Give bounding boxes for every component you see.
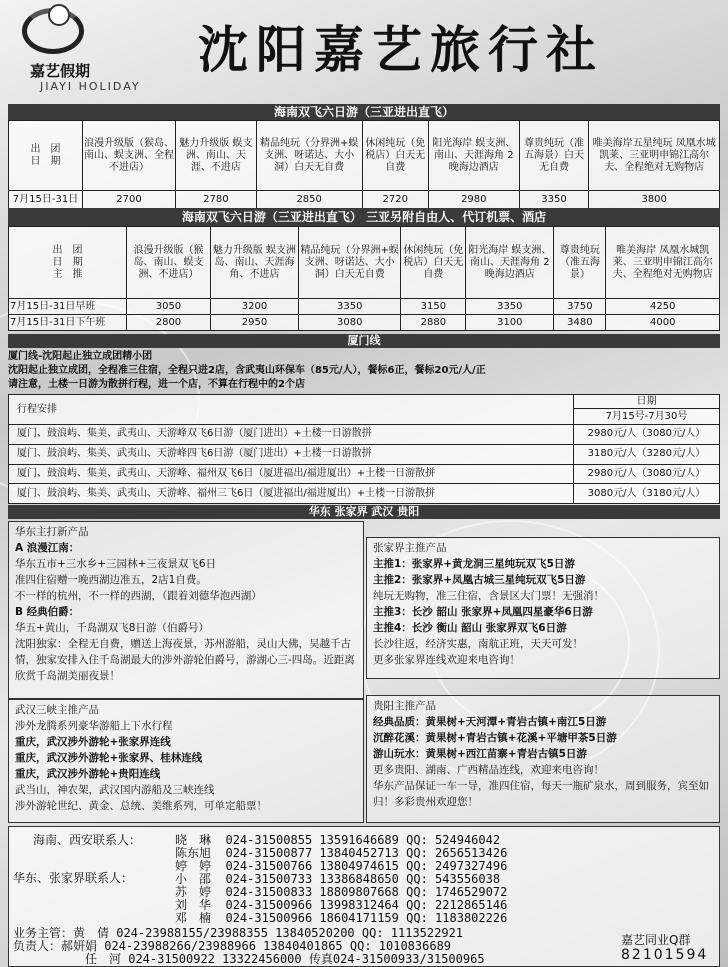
hainan2-col: 浪漫升级版（猴岛、南山、蜈支洲、不进店） [127, 227, 211, 299]
page-title: 沈阳嘉艺旅行社 [198, 20, 604, 79]
text-line: 纯玩无购物，准三住宿，含景区大门票！无强消！ [373, 590, 604, 602]
text-line: 主推3：长沙 韶山 张家界+凤凰四星豪华6日游 [373, 606, 593, 618]
responsible-info: 郝妍娟 024-23988266/23988966 13840401865 QQ: 1010836689 [61, 939, 452, 953]
price-cell: 3100 [466, 315, 554, 331]
hainan1-col: 魅力升级版 蜈支洲、南山、天涯、不进店 [176, 121, 257, 191]
qq-group-label: 嘉艺同业Q群 [621, 933, 691, 947]
text-line: 更多贵阳、湖南、广西精品连线，欢迎来电咨询！ [373, 764, 604, 776]
price-cell: 4250 [606, 299, 720, 315]
hainan1-table [8, 120, 720, 209]
contact-tel: 024-31500877 [225, 846, 313, 860]
guiyang-panel [366, 695, 720, 823]
price-cell: 3800 [589, 191, 720, 209]
text-line: 重庆，武汉涉外游轮+贵阳连线 [15, 768, 161, 780]
price-cell: 3080 [299, 315, 401, 331]
contact-mobile: 13998312464 [319, 898, 399, 912]
price-cell: 3480 [554, 315, 606, 331]
text-line: 更多张家界连线欢迎来电咨询！ [373, 654, 520, 666]
hainan1-row-label: 7月15日-31日 [9, 191, 83, 209]
panel-title: 武汉三峡主推产品 [15, 704, 99, 716]
contact-qq: 2497327496 [435, 859, 508, 873]
xiamen-intro [8, 350, 720, 392]
contact-tel: 024-31500855 [225, 833, 313, 847]
hainan1-head: 出 团 日 期 [9, 121, 83, 191]
contact-name: 苏 婷 [175, 885, 212, 899]
price-cell: 3150 [401, 299, 466, 315]
contact-qq: 2656513426 [435, 846, 508, 860]
text-line: 主推2：张家界+凤凰古城三星纯玩双飞5日游 [373, 574, 586, 586]
price-cell: 4000 [606, 315, 720, 331]
price-cell: 3200 [210, 299, 298, 315]
price-cell: 3350 [519, 191, 589, 209]
text-line: 沈阳独家：全程无自费，赠送上海夜景，苏州游船，灵山大佛，吴越千古情，独家安排入住千岛湖最大的涉外游轮伯爵号，游湖心三-四岛。近距离欣赏千岛湖美丽夜景！ [15, 638, 355, 682]
price-cell: 3180元/人（3280元/人） [574, 444, 720, 464]
contact-qq: 1183802226 [435, 911, 508, 925]
east-bar: 华东 张家界 武汉 贵阳 [8, 505, 720, 519]
hainan2-col: 阳光海岸 蜈支洲、南山、天涯海角 2晚海边酒店 [466, 227, 554, 299]
contact-tel: 024-31500766 [225, 859, 313, 873]
contact-mobile: 13386848650 [319, 872, 399, 886]
hainan2-col: 唯美海岸 凤凰水城凯莱、三亚明申锦江高尔夫、全程绝对无购物店 [606, 227, 720, 299]
logo-english: JIAYI HOLIDAY [40, 80, 141, 93]
contact-qq: 543556038 [435, 872, 501, 886]
wuhan-panel [8, 699, 364, 823]
hainan2-table [8, 226, 720, 331]
hainan2-bar: 海南双飞六日游（三亚进出直飞） 三亚另附自由人、代订机票、酒店 [8, 208, 720, 226]
text-line: 主推4：长沙 衡山 韶山 张家界双飞6日游 [373, 622, 567, 634]
qq-label: QQ: [406, 898, 428, 912]
hainan1-col: 尊贵纯玩（准五海景）白天无自费 [519, 121, 589, 191]
xiamen-head-right: 7月15号-7月30号 [574, 409, 720, 425]
hainan2-col: 精品纯玩（分界洲+蜈支洲、呀诺达、大小洞）白天无自费 [299, 227, 401, 299]
zjj-panel [366, 537, 720, 679]
price-cell: 3750 [554, 299, 606, 315]
qq-label: QQ: [406, 859, 428, 873]
text-line: 华东五市+三水乡+三园林+三夜景双飞6日 [15, 558, 217, 570]
price-cell: 3350 [299, 299, 401, 315]
qq-label: QQ: [406, 911, 428, 925]
text-line: 华五+黄山，千岛湖双飞8日游（伯爵号） [15, 622, 209, 634]
manager-info: 黄 倩 024-23988155/23988355 13840520200 QQ: 1113522921 [73, 926, 464, 940]
contacts-box [8, 826, 720, 967]
contact-tel: 024-31500966 [225, 911, 313, 925]
contact-name: 晓 琳 [175, 833, 212, 847]
responsible-row: 任 河 024-31500922 13322456000 传真024-31500933/31500965 [85, 952, 485, 966]
xiamen-head-right-top: 日期 [574, 395, 720, 409]
price-cell: 2950 [210, 315, 298, 331]
panel-title: 华东主打新产品 [15, 526, 89, 538]
price-cell: 2980 [429, 191, 520, 209]
hainan2-head: 出 团 日 期 主 推 [9, 227, 127, 299]
text-line: 重庆，武汉涉外游轮+张家界、桂林连线 [15, 752, 203, 764]
price-cell: 2980元/人（3080元/人） [574, 425, 720, 445]
xiamen-head-left: 行程安排 [9, 395, 574, 425]
contact-name: 陈东旭 [175, 846, 212, 860]
responsible-label: 负责人： [13, 939, 62, 953]
hainan2-row-label: 7月15日-31日下午班 [9, 315, 127, 331]
price-cell: 2980元/人（3080元/人） [574, 464, 720, 484]
hainan2-col: 休闲纯玩（免税店）白天无自费 [401, 227, 466, 299]
route-cell: 厦门、鼓浪屿、集美、武夷山、天游峰、福州双飞6日（厦进福出/福进厦出）+土楼一日游散拼 [9, 464, 574, 484]
price-cell: 2720 [362, 191, 428, 209]
contact-name: 邓 楠 [175, 911, 212, 925]
product-a-title: A 浪漫江南： [15, 542, 80, 554]
intro-line: 厦门线-沈阳起止独立成团精小团 [8, 351, 153, 362]
contact-name: 刘 华 [175, 898, 212, 912]
contact-name: 小 邵 [175, 872, 212, 886]
price-cell: 2850 [256, 191, 362, 209]
hainan1-col: 浪漫升级版（猴岛、南山、蜈支洲、全程不进店） [83, 121, 176, 191]
text-line: 沉醉花溪：黄果树+青岩古镇+花溪+平塘甲茶5日游 [373, 732, 617, 744]
price-cell: 3050 [127, 299, 211, 315]
product-b-title: B 经典伯爵： [15, 606, 80, 618]
text-line: 武当山，神农架，武汉国内游船及三峡连线 [15, 784, 215, 796]
contact-name: 婷 婷 [175, 859, 212, 873]
contact-label: 海南、西安联系人： [33, 833, 142, 847]
qq-label: QQ: [406, 833, 428, 847]
contact-qq: 2212865146 [435, 898, 508, 912]
text-line: 游山玩水：黄果树+西江苗寨+青岩古镇5日游 [373, 748, 587, 760]
price-cell: 2880 [401, 315, 466, 331]
contact-mobile: 13591646689 [319, 833, 399, 847]
text-line: 经典品质：黄果树+天河潭+青岩古镇+南江5日游 [373, 716, 607, 728]
route-cell: 厦门、鼓浪屿、集美、武夷山、天游峰四飞6日游（厦门进出）+土楼一日游散拼 [9, 444, 574, 464]
contact-mobile: 18604171159 [319, 911, 399, 925]
hainan1-col: 休闲纯玩（免税店）白天无自费 [362, 121, 428, 191]
qq-group-number: 82101594 [621, 947, 709, 963]
qq-label: QQ: [406, 872, 428, 886]
text-line: 不一样的杭州，不一样的西湖，（跟着刘德华泡西湖） [15, 590, 262, 602]
price-cell: 2700 [83, 191, 176, 209]
intro-line: 请注意，土楼一日游为散拼行程，进一个店，不算在行程中的2个店 [8, 379, 305, 390]
logo-text: 嘉艺假期 [30, 62, 91, 80]
manager-label: 业务主管： [13, 926, 74, 940]
intro-line: 沈阳起止独立成团，全程准三住宿，全程只进2店，含武夷山环保车（85元/人），餐标6正，餐标20元/人/正 [8, 365, 486, 376]
text-line: 涉外龙腾系列豪华游船上下水行程 [15, 720, 173, 732]
contact-tel: 024-31500833 [225, 885, 313, 899]
qq-label: QQ: [406, 885, 428, 899]
price-cell: 3080元/人（3180元/人） [574, 484, 720, 504]
contact-tel: 024-31500966 [225, 898, 313, 912]
hainan2-col: 尊贵纯玩（准五海景） [554, 227, 606, 299]
huadong-panel [8, 521, 364, 699]
contact-tel: 024-31500733 [225, 872, 313, 886]
xiamen-bar: 厦门线 [8, 334, 720, 348]
panel-title: 张家界主推产品 [373, 542, 447, 554]
xiamen-table [8, 394, 720, 504]
price-cell: 2800 [127, 315, 211, 331]
sun-icon [48, 4, 70, 26]
route-cell: 厦门、鼓浪屿、集美、武夷山、天游峰、福州三飞6日（厦进福出/福进厦出）+土楼一日游散拼 [9, 484, 574, 504]
contact-qq: 524946042 [435, 833, 501, 847]
text-line: 华东产品保证一车一导，准四住宿，每天一瓶矿泉水，周到服务，宾至如归！多彩贵州欢迎您！ [373, 780, 709, 808]
text-line: 准四住宿赠一晚西湖边准五，2店1自费。 [15, 574, 207, 586]
text-line: 主推1：张家界+黄龙洞三星纯玩双飞5日游 [373, 558, 575, 570]
contact-mobile: 13804974615 [319, 859, 399, 873]
contact-mobile: 18809807668 [319, 885, 399, 899]
price-cell: 2780 [176, 191, 257, 209]
hainan2-col: 魅力升级版 蜈支洲岛、南山、天涯海角、不进店 [210, 227, 298, 299]
text-line: 长沙往返，经济实惠，南航正班，天天可发！ [373, 638, 583, 650]
contact-mobile: 13840452713 [319, 846, 399, 860]
route-cell: 厦门、鼓浪屿、集美、武夷山、天游峰双飞6日游（厦门进出）+土楼一日游散拼 [9, 425, 574, 445]
hainan1-col: 唯美海岸五星纯玩 凤凰水城凯莱、三亚明申锦江高尔夫、全程绝对无购物店 [589, 121, 720, 191]
contact-qq: 1746529072 [435, 885, 508, 899]
hainan2-row-label: 7月15日-31日早班 [9, 299, 127, 315]
text-line: 重庆，武汉涉外游轮+张家界连线 [15, 736, 171, 748]
panel-title: 贵阳主推产品 [373, 700, 436, 712]
hainan1-bar: 海南双飞六日游（三亚进出直飞） [8, 104, 720, 120]
text-line: 涉外游轮世纪、黄金、总统、美维系列，可单定船票！ [15, 800, 267, 812]
contact-label: 华东、张家界联系人： [13, 871, 134, 885]
hainan1-col: 阳光海岸 蜈支洲、南山、天涯海角 2晚海边酒店 [429, 121, 520, 191]
price-cell: 3350 [466, 299, 554, 315]
header [0, 0, 728, 104]
qq-label: QQ: [406, 846, 428, 860]
hainan1-col: 精品纯玩（分界洲+蜈支洲、呀诺达、大小洞）白天无自费 [256, 121, 362, 191]
